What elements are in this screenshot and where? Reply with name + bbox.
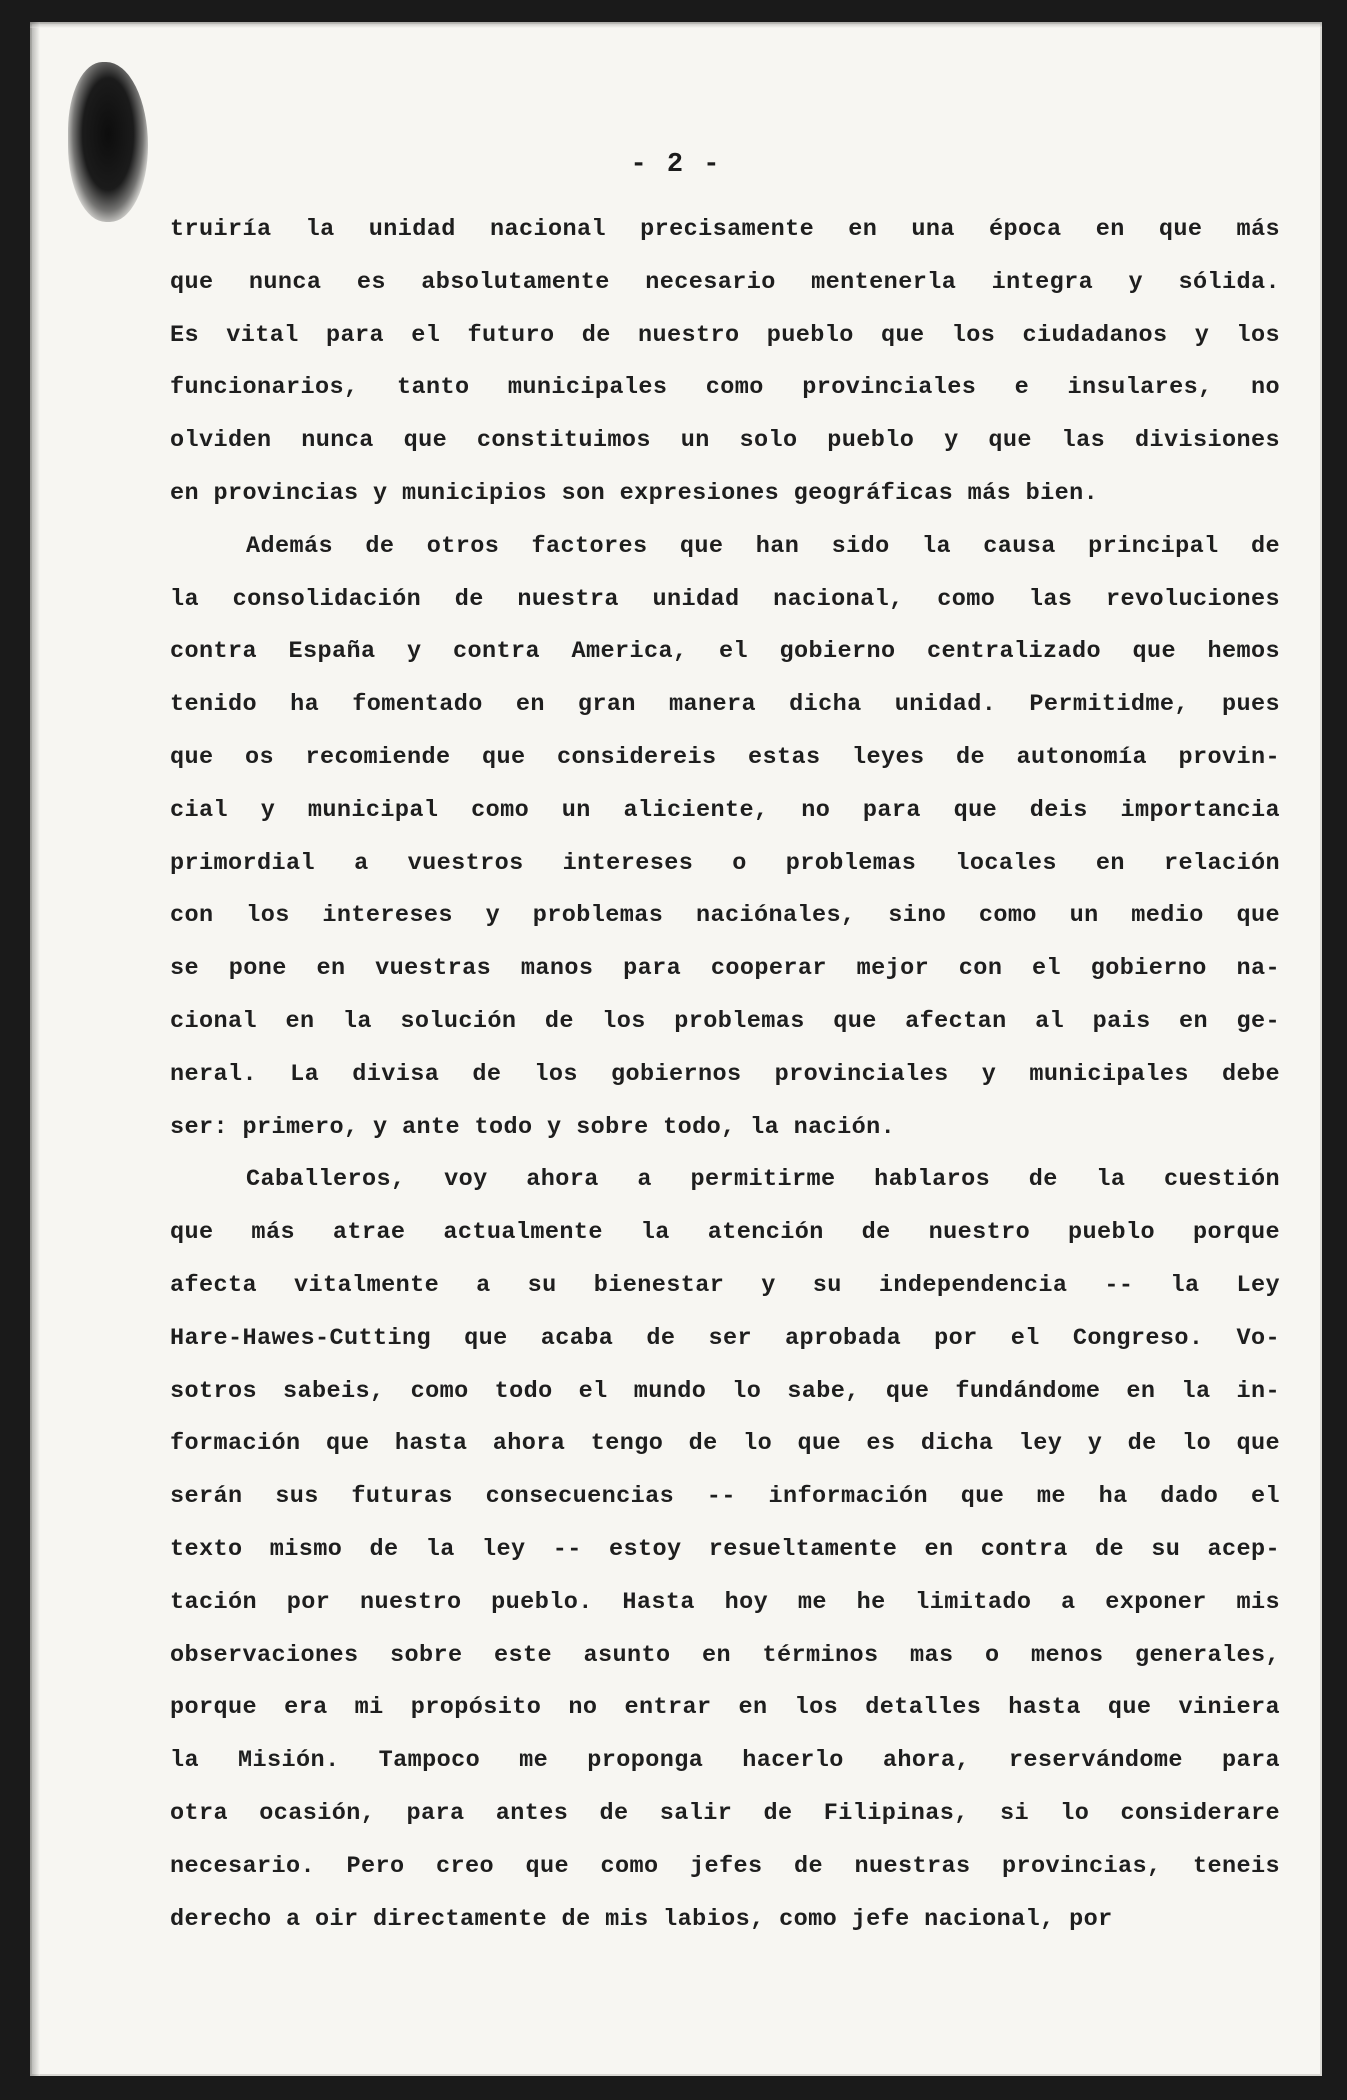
- text-line: Hare-Hawes-Cutting que acaba de ser aprobada por el Congreso. Vo-: [170, 1324, 1280, 1352]
- text-line: que nunca es absolutamente necesario mentenerla integra y sólida.: [170, 268, 1280, 296]
- text-line: texto mismo de la ley -- estoy resueltamente en contra de su acep-: [170, 1535, 1280, 1563]
- text-line: serán sus futuras consecuencias -- información que me ha dado el: [170, 1483, 1280, 1511]
- text-line: Caballeros, voy ahora a permitirme hablaros de la cuestión: [246, 1166, 1280, 1194]
- body-text: [170, 204, 1280, 1946]
- text-line: olviden nunca que constituimos un solo pueblo y que las divisiones: [170, 427, 1280, 455]
- text-line: sotros sabeis, como todo el mundo lo sabe, que fundándome en la in-: [170, 1377, 1280, 1405]
- text-line: cional en la solución de los problemas que afectan al pais en ge-: [170, 1007, 1280, 1035]
- text-line: formación que hasta ahora tengo de lo que es dicha ley y de lo que: [170, 1430, 1280, 1458]
- text-line: neral. La divisa de los gobiernos provinciales y municipales debe: [170, 1060, 1280, 1088]
- text-line: truiría la unidad nacional precisamente en una época en que más: [170, 216, 1280, 243]
- text-line: que más atrae actualmente la atención de nuestro pueblo porque: [170, 1219, 1280, 1247]
- text-line: se pone en vuestras manos para cooperar mejor con el gobierno na-: [170, 955, 1280, 983]
- text-line: que os recomiende que considereis estas leyes de autonomía provin-: [170, 743, 1280, 771]
- text-line: Además de otros factores que han sido la causa principal de: [246, 532, 1280, 560]
- page-top-edge-shadow: [30, 22, 1322, 28]
- text-line: tación por nuestro pueblo. Hasta hoy me he limitado a exponer mis: [170, 1588, 1280, 1616]
- text-line: funcionarios, tanto municipales como provinciales e insulares, no: [170, 374, 1280, 402]
- text-line: observaciones sobre este asunto en términos mas o menos generales,: [170, 1641, 1280, 1669]
- text-line: cial y municipal como un aliciente, no para que deis importancia: [170, 796, 1280, 824]
- text-line: en provincias y municipios son expresiones geográficas más bien.: [170, 479, 1099, 507]
- document-page: [30, 22, 1322, 2076]
- text-line: la consolidación de nuestra unidad nacional, como las revoluciones: [170, 585, 1280, 613]
- text-line: primordial a vuestros intereses o problemas locales en relación: [170, 849, 1280, 877]
- page-left-edge-shadow: [30, 22, 40, 2076]
- text-line: la Misión. Tampoco me proponga hacerlo ahora, reservándome para: [170, 1747, 1280, 1775]
- text-line: con los intereses y problemas naciónales, sino como un medio que: [170, 902, 1280, 930]
- text-line: Es vital para el futuro de nuestro pueblo que los ciudadanos y los: [170, 321, 1280, 349]
- page-number: - 2 -: [630, 150, 722, 180]
- ink-blot: [68, 62, 148, 222]
- text-line: contra España y contra America, el gobierno centralizado que hemos: [170, 638, 1280, 666]
- text-line: afecta vitalmente a su bienestar y su independencia -- la Ley: [170, 1271, 1280, 1299]
- text-line: derecho a oir directamente de mis labios, como jefe nacional, por: [170, 1905, 1113, 1933]
- text-line: tenido ha fomentado en gran manera dicha unidad. Permitidme, pues: [170, 691, 1280, 719]
- text-line: ser: primero, y ante todo y sobre todo, la nación.: [170, 1113, 896, 1141]
- text-line: porque era mi propósito no entrar en los detalles hasta que viniera: [170, 1694, 1280, 1722]
- text-line: necesario. Pero creo que como jefes de nuestras provincias, teneis: [170, 1852, 1280, 1880]
- text-line: otra ocasión, para antes de salir de Filipinas, si lo considerare: [170, 1799, 1280, 1827]
